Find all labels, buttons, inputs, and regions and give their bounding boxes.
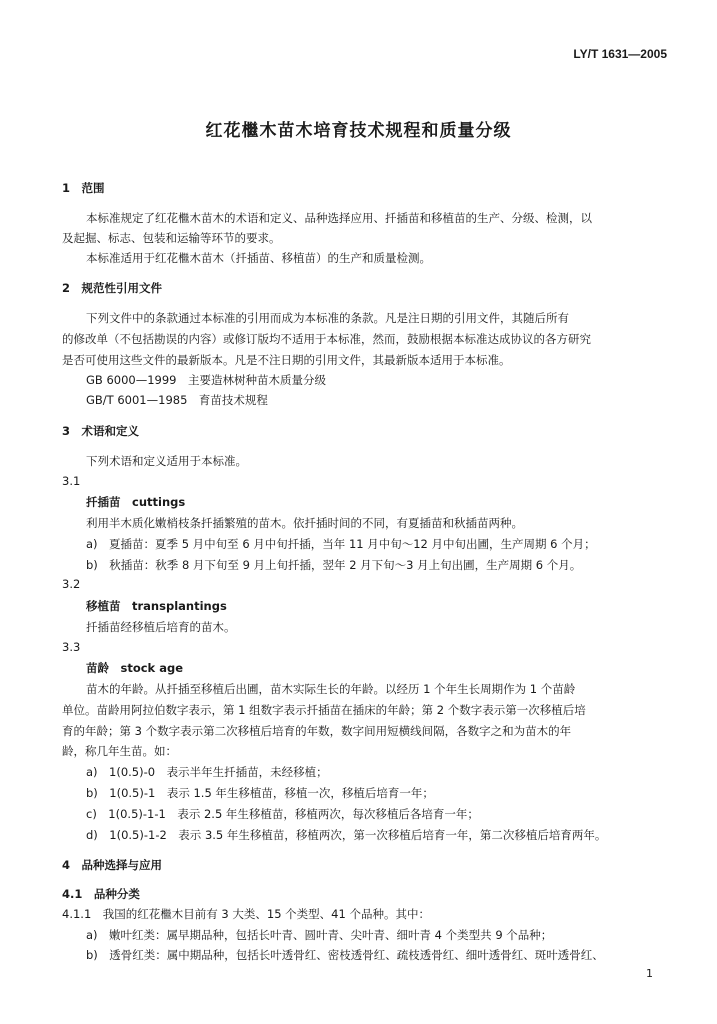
document-title: 红花檵木苗木培育技术规程和质量分级: [205, 121, 512, 141]
term-definition: 育的年龄；第 3 个数字表示第二次移植后培育的年数，数字间用短横线间隔，各数字之和为苗木的年: [62, 724, 572, 738]
list-item: c) 1(0.5)-1-1 表示 2.5 年生移植苗，移植两次，每次移植后各培育一年；: [86, 807, 479, 821]
paragraph: 及起掘、标志、包装和运输等环节的要求。: [62, 231, 281, 245]
section-3-heading: 3 术语和定义: [62, 424, 140, 438]
clause-number: 3.2: [62, 577, 81, 591]
list-item: b) 1(0.5)-1 表示 1.5 年生移植苗，移植一次，移植后培育一年；: [86, 786, 434, 800]
term-heading: 移植苗 transplantings: [86, 599, 227, 613]
term-definition: 利用半木质化嫩梢枝条扦插繁殖的苗木。依扦插时间的不同，有夏插苗和秋插苗两种。: [86, 516, 523, 530]
section-1-heading: 1 范围: [62, 181, 105, 195]
paragraph: 的修改单（不包括勘误的内容）或修订版均不适用于本标准，然而，鼓励根据本标准达成协议的各方研究: [62, 332, 591, 346]
term-heading: 扦插苗 cuttings: [86, 495, 186, 509]
term-heading: 苗龄 stock age: [86, 661, 184, 675]
paragraph: 是否可使用这些文件的最新版本。凡是不注日期的引用文件，其最新版本适用于本标准。: [62, 353, 511, 367]
page-number: 1: [646, 967, 653, 980]
list-item: d) 1(0.5)-1-2 表示 3.5 年生移植苗，移植两次，第一次移植后培育一年，第二次移植后培育两年。: [86, 828, 607, 842]
term-definition: 龄，称几年生苗。如：: [62, 744, 177, 758]
normative-reference: GB 6000—1999 主要造林树种苗木质量分级: [86, 373, 326, 387]
list-item: a) 1(0.5)-0 表示半年生扦插苗，未经移植；: [86, 765, 328, 779]
clause-number: 3.3: [62, 640, 81, 654]
clause-number: 3.1: [62, 474, 81, 488]
term-definition: 苗木的年龄。从扦插至移植后出圃，苗木实际生长的年龄。以经历 1 个年生长周期作为 1 个苗龄: [86, 682, 576, 696]
list-item: b) 透骨红类：属中期品种，包括长叶透骨红、密枝透骨红、疏枝透骨红、细叶透骨红、斑叶透骨红、: [86, 948, 604, 962]
paragraph: 下列术语和定义适用于本标准。: [86, 454, 247, 468]
paragraph: 4.1.1 我国的红花檵木目前有 3 大类、15 个类型、41 个品种。其中：: [62, 907, 430, 921]
standard-number: LY/T 1631—2005: [573, 47, 667, 61]
paragraph: 下列文件中的条款通过本标准的引用而成为本标准的条款。凡是注日期的引用文件，其随后所有: [86, 311, 569, 325]
subsection-heading: 4.1 品种分类: [62, 887, 140, 901]
section-2-heading: 2 规范性引用文件: [62, 281, 163, 295]
normative-reference: GB/T 6001—1985 育苗技术规程: [86, 393, 268, 407]
paragraph: 本标准规定了红花檵木苗木的术语和定义、品种选择应用、扦插苗和移植苗的生产、分级、检测，以: [86, 211, 592, 225]
term-definition: 单位。苗龄用阿拉伯数字表示，第 1 组数字表示扦插苗在插床的年龄；第 2 个数字表示第一次移植后培: [62, 703, 586, 717]
list-item: a) 嫩叶红类：属早期品种，包括长叶青、圆叶青、尖叶青、细叶青 4 个类型共 9 个品种；: [86, 928, 553, 942]
list-item: a) 夏插苗：夏季 5 月中旬至 6 月中旬扦插，当年 11 月中旬～12 月中旬出圃，生产周期 6 个月；: [86, 537, 596, 551]
section-4-heading: 4 品种选择与应用: [62, 858, 163, 872]
list-item: b) 秋插苗：秋季 8 月下旬至 9 月上旬扦插，翌年 2 月下旬～3 月上旬出圃，生产周期 6 个月。: [86, 558, 582, 572]
term-definition: 扦插苗经移植后培育的苗木。: [86, 620, 236, 634]
paragraph: 本标准适用于红花檵木苗木（扦插苗、移植苗）的生产和质量检测。: [86, 251, 431, 265]
